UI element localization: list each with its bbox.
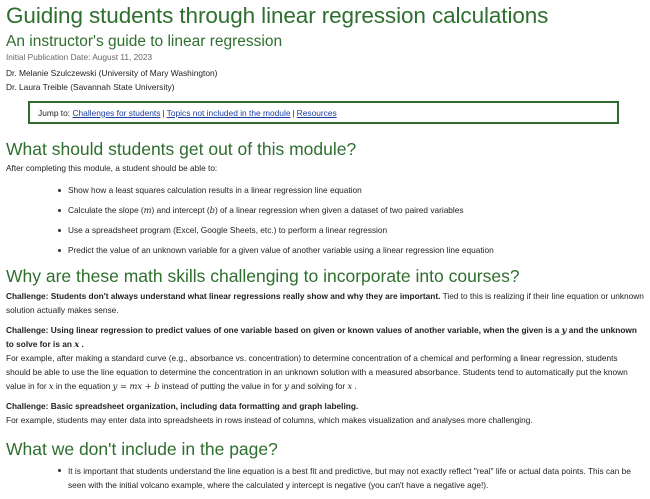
page-title: Guiding students through linear regression calculations xyxy=(6,3,549,28)
jump-link-topics[interactable]: Topics not included in the module xyxy=(166,107,291,118)
jump-separator: | xyxy=(292,107,295,118)
section-heading-not-included: What we don't include in the page? xyxy=(6,439,278,459)
section-heading-goals: What should students get out of this module? xyxy=(6,139,357,159)
section-heading-challenges: Why are these math skills challenging to incorporate into courses? xyxy=(6,266,520,286)
author-2: Dr. Laura Treible (Savannah State University) xyxy=(6,82,175,92)
publication-date: Initial Publication Date: August 11, 2023 xyxy=(6,52,153,62)
jump-link-challenges[interactable]: Challenges for students xyxy=(72,107,161,118)
list-item: Predict the value of an unknown variable for a given value of another variable using a linear regression line equation xyxy=(56,245,644,256)
list-item: It is important that students understand the line equation is a best fit and predictive, but may not exactly reflect "real" life or actual data points. This can be seen with the initial volcano example, where the calculated y intercept is negative (you can't have a negative age!). xyxy=(56,464,644,492)
jump-link-resources[interactable]: Resources xyxy=(296,107,337,118)
goals-list xyxy=(6,185,644,256)
jump-label: Jump to: xyxy=(38,107,71,118)
not-included-list xyxy=(6,464,644,492)
goals-intro: After completing this module, a student should be able to: xyxy=(6,163,218,173)
jump-separator: | xyxy=(162,107,165,118)
page-subtitle: An instructor's guide to linear regression xyxy=(6,33,283,50)
list-item: Show how a least squares calculation results in a linear regression line equation xyxy=(56,185,644,196)
list-item: Use a spreadsheet program (Excel, Google Sheets, etc.) to perform a linear regression xyxy=(56,225,644,236)
jump-to-box xyxy=(28,101,619,124)
list-item: Calculate the slope (m) and intercept (b) of a linear regression when given a dataset of two paired variables xyxy=(56,205,644,216)
challenge-1: Challenge: Students don't always understand what linear regressions really show and why they are important. Tied to this is realizing if their line equation or unknown solution actually makes sense. xyxy=(6,291,644,315)
author-1: Dr. Melanie Szulczewski (University of Mary Washington) xyxy=(6,68,218,78)
challenge-3: Challenge: Basic spreadsheet organization, including data formatting and graph labeling. For example, students may enter data into spreadsheets in rows instead of columns, which makes visualization and analyses more challenging. xyxy=(6,401,533,425)
challenge-2: Challenge: Using linear regression to predict values of one variable based on given or known values of another variable, when the given is a y and the unknown to solve for is an x . For example, after making a standard curve (e.g., absorbance vs. concentration) to determine concentration of a chemical and performing a linear regression, students should be able to use the line equation to determine the concentration in an unknown solution with a measured absorbance. Students tend to automatically put the known value in for x in the equation y = mx + b instead of putting the value in for y and solving for x . xyxy=(6,325,637,391)
